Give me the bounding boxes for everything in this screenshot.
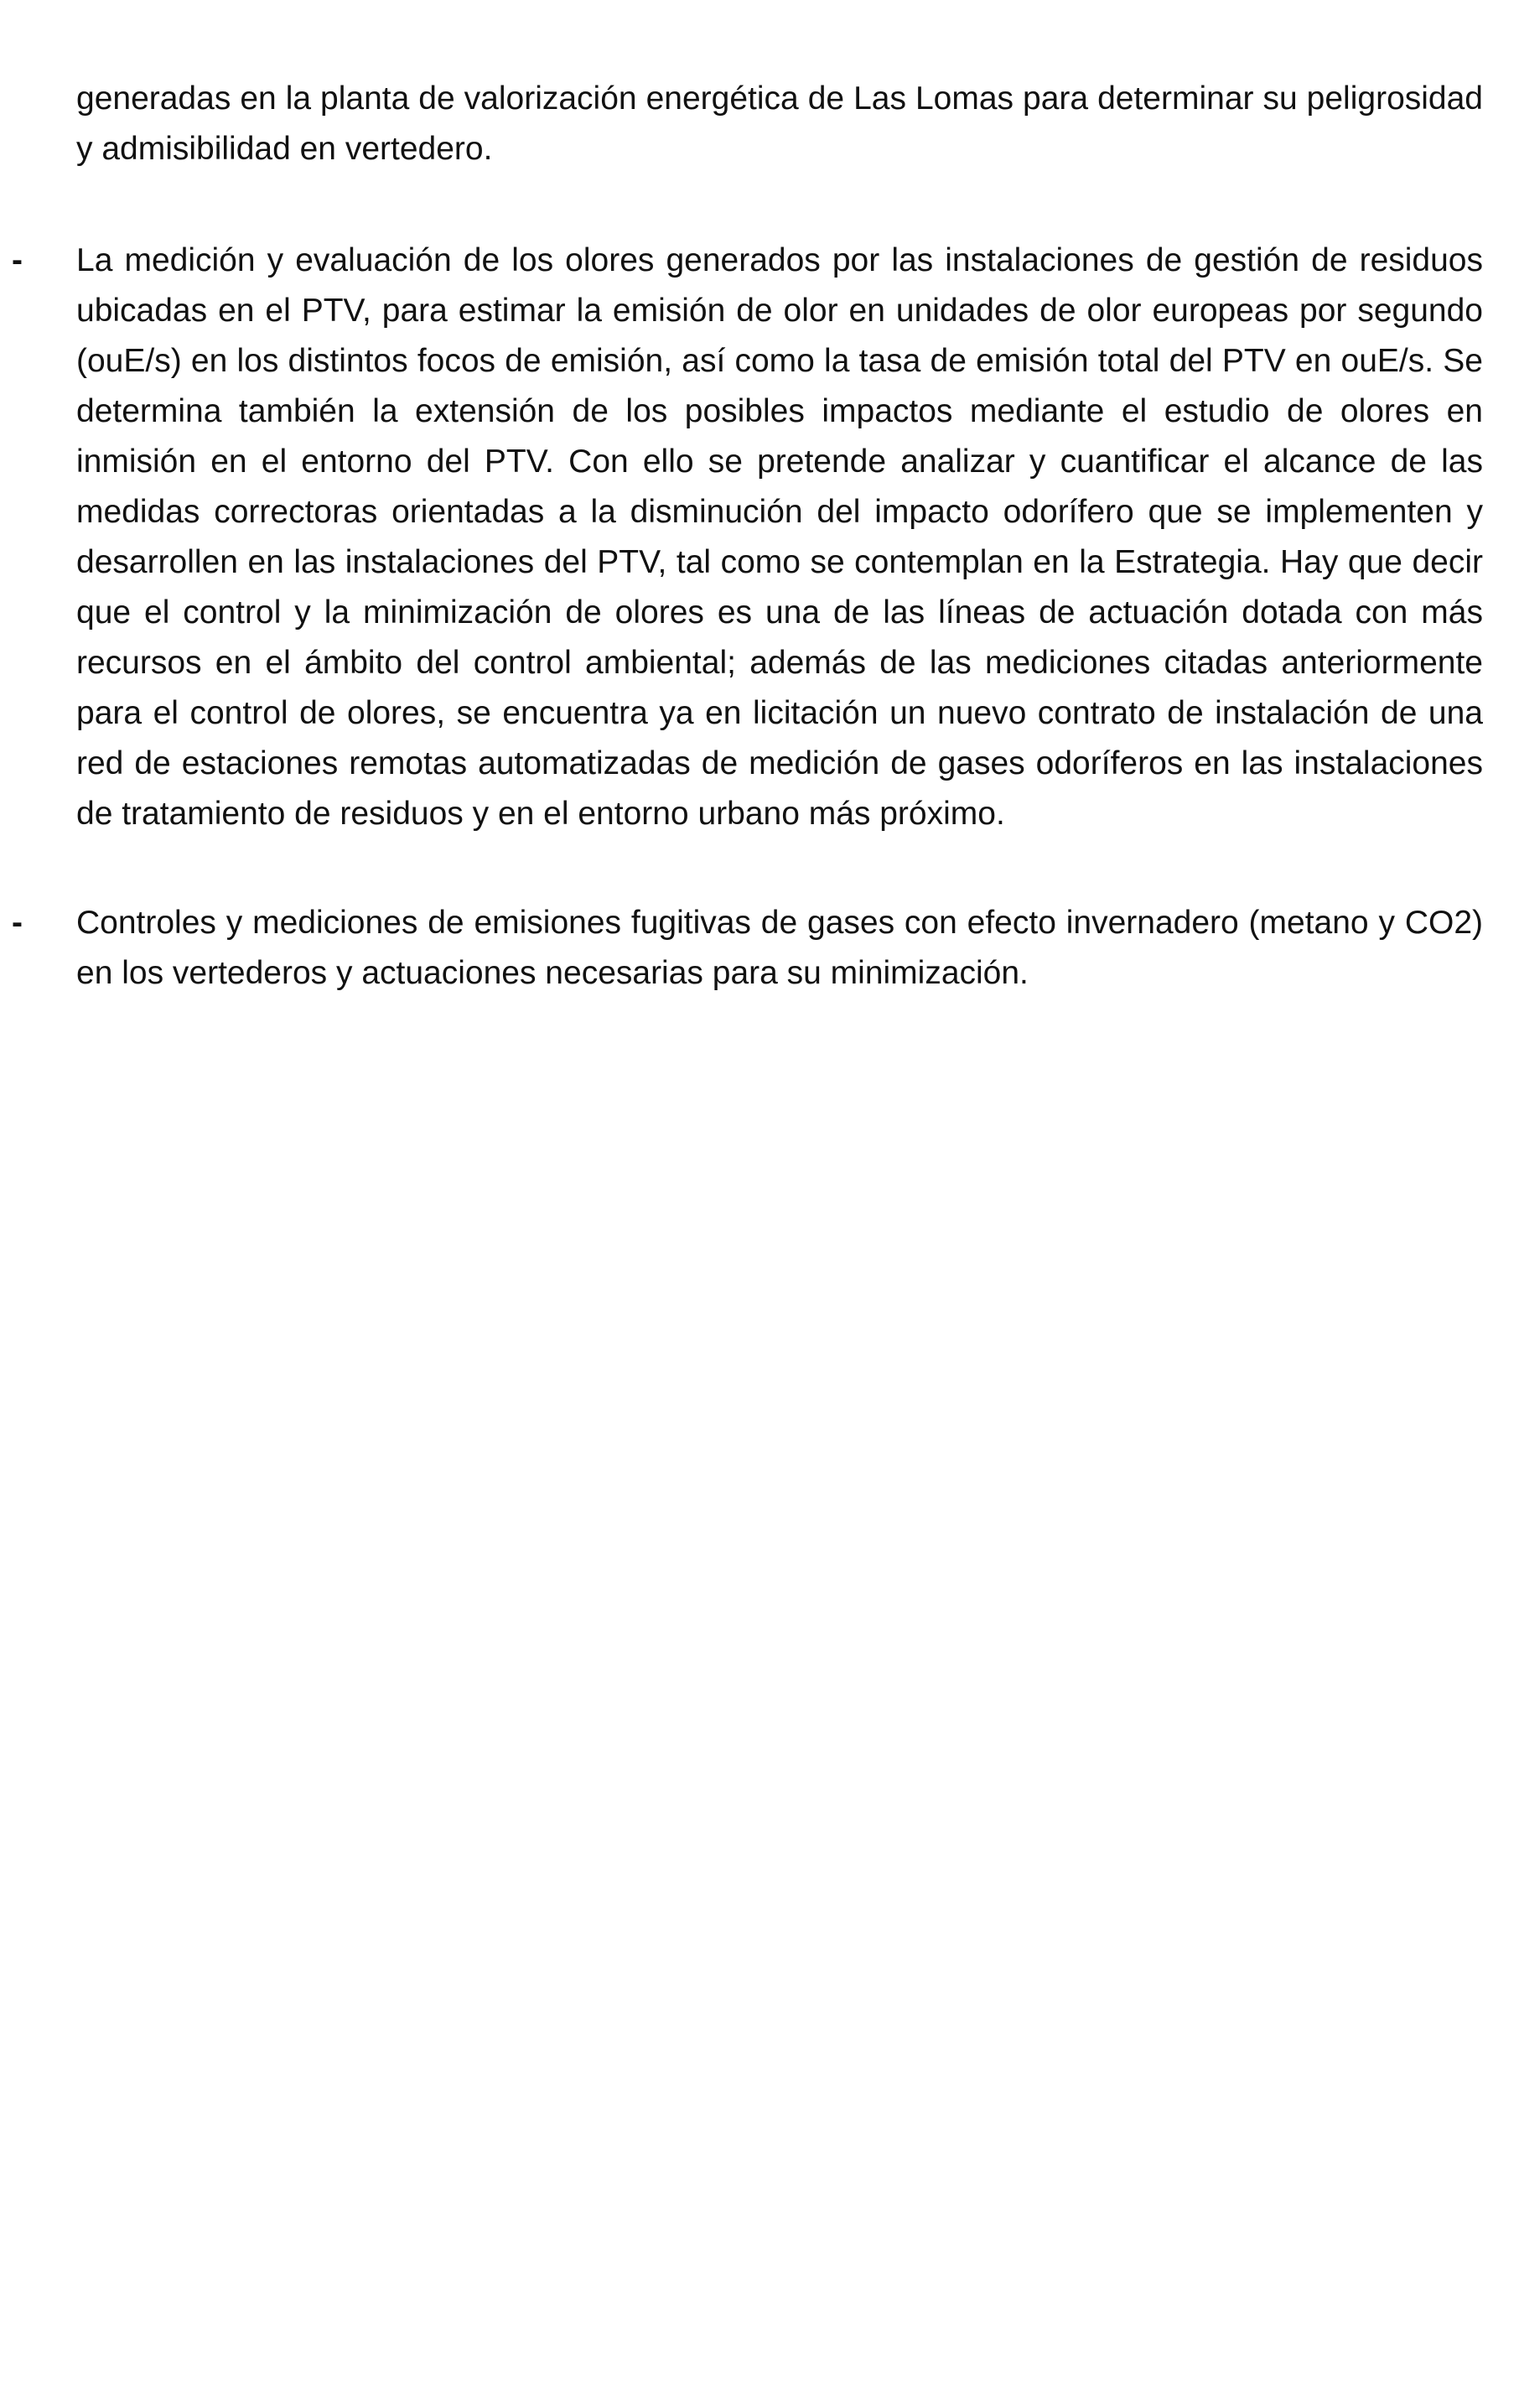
bullet-dash: - bbox=[12, 905, 23, 941]
bullet-dash: - bbox=[12, 242, 23, 278]
list-item-odor-measurement: La medición y evaluación de los olores generados por las instalaciones de gestión de residuos ubicadas en el PTV, para estimar la emisión de olor en unidades de olor europeas por segundo (ouE/s) en los distintos focos de emisión, así como la tasa de emisión total del PTV en ouE/s. Se determina también la extensión de los posibles impactos mediante el estudio de olores en inmisión en el entorno del PTV. Con ello se pretende analizar y cuantificar el alcance de las medidas correctoras orientadas a la disminución del impacto odorífero que se implementen y desarrollen en las instalaciones del PTV, tal como se contemplan en la Estrategia. Hay que decir que el control y la minimización de olores es una de las líneas de actuación dotada con más recursos en el ámbito del control ambiental; además de las mediciones citadas anteriormente para el control de olores, se encuentra ya en licitación un nuevo contrato de instalación de una red de estaciones remotas automatizadas de medición de gases odoríferos en las instalaciones de tratamiento de residuos y en el entorno urbano más próximo. bbox=[76, 242, 1483, 832]
continuation-paragraph: generadas en la planta de valorización energética de Las Lomas para determinar su peligrosidad y admisibilidad en vertedero. bbox=[76, 80, 1483, 167]
list-item-fugitive-emissions: Controles y mediciones de emisiones fugitivas de gases con efecto invernadero (metano y CO2) en los vertederos y actuaciones necesarias para su minimización. bbox=[76, 905, 1483, 991]
